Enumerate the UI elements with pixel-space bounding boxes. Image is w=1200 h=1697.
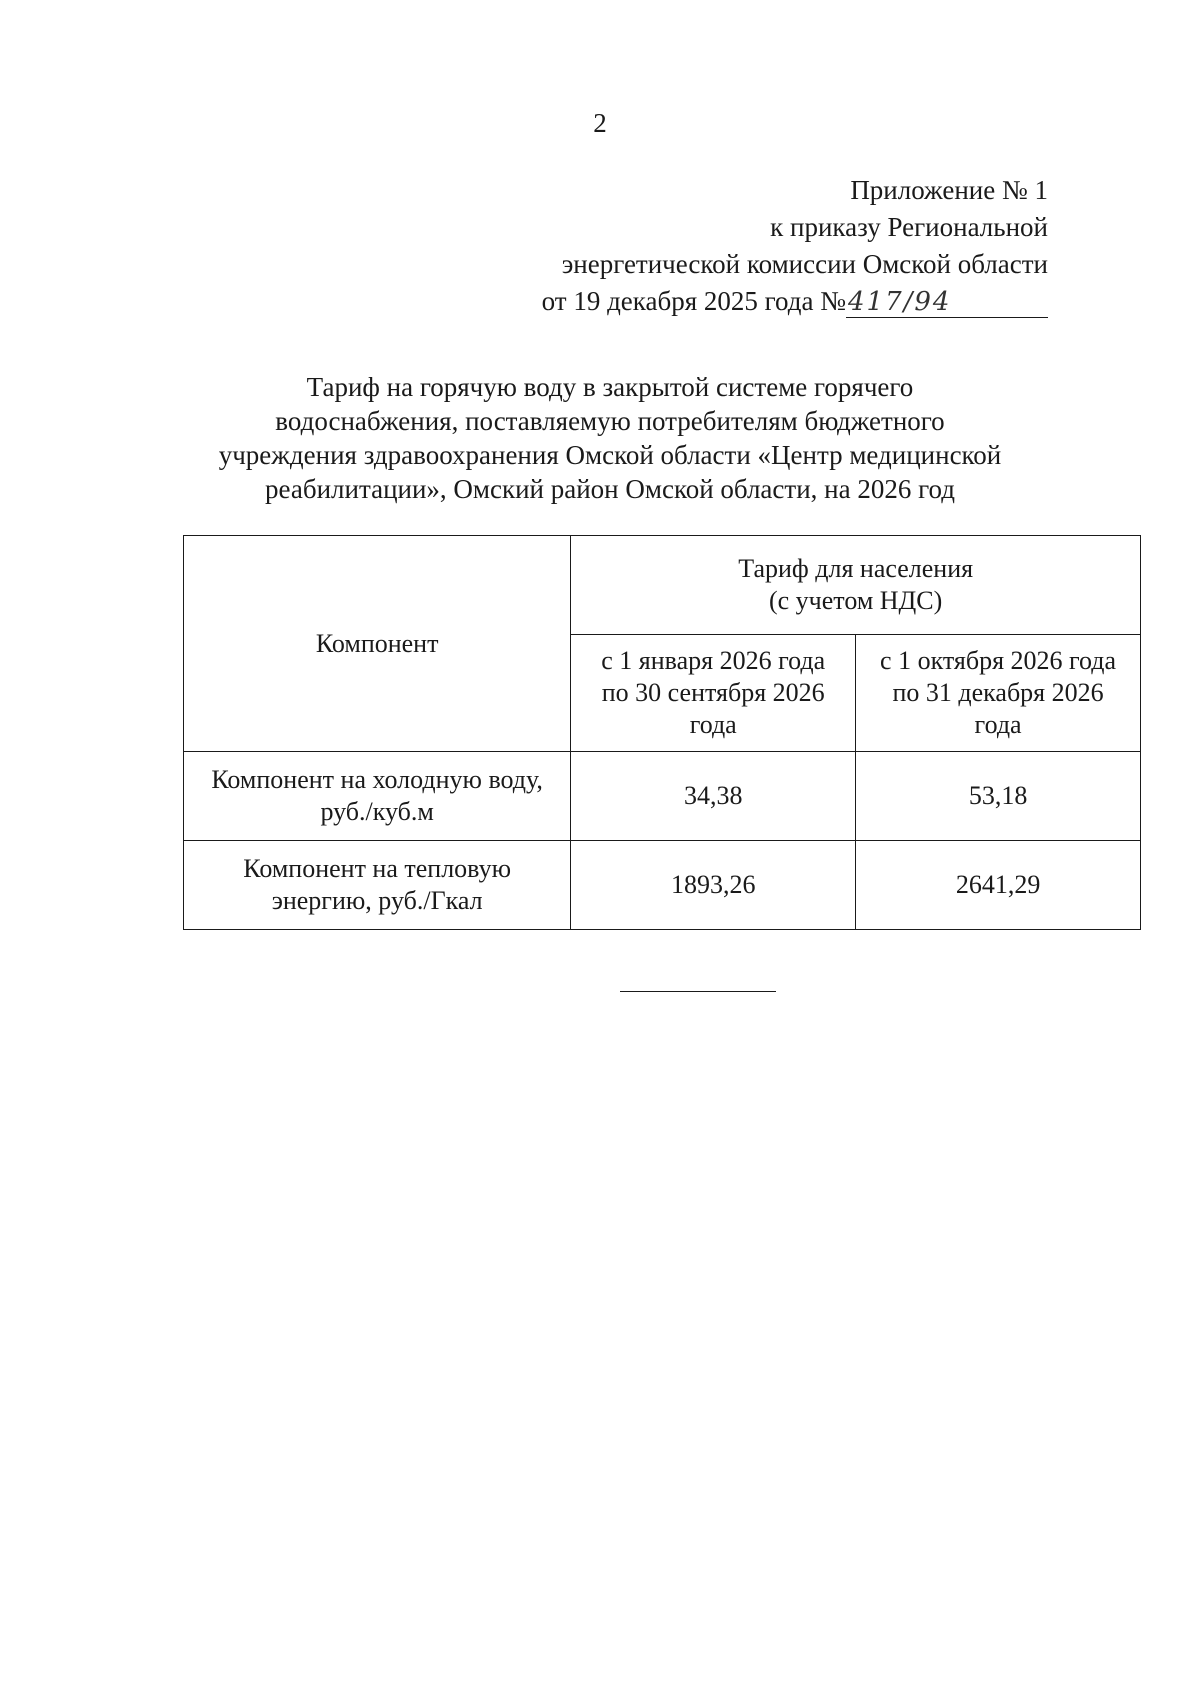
header-tariff: Тариф для населения (с учетом НДС): [571, 536, 1141, 635]
title-line: водоснабжения, поставляемую потребителям бюджетного: [275, 406, 945, 436]
appendix-line-1: Приложение № 1: [850, 175, 1048, 205]
table-row: [184, 841, 1141, 930]
header-period-2: с 1 октября 2026 года по 31 декабря 2026 года: [856, 635, 1141, 752]
order-date: от 19 декабря 2025 года №: [541, 286, 846, 316]
table-row: [184, 752, 1141, 841]
page-number: 2: [593, 108, 607, 138]
table-header-row: [184, 536, 1141, 635]
row-component-name: Компонент на холодную воду, руб./куб.м: [184, 752, 571, 841]
document-title: [180, 370, 1040, 506]
row-value-period-2: 53,18: [856, 752, 1141, 841]
row-value-period-1: 1893,26: [571, 841, 856, 930]
title-line: учреждения здравоохранения Омской области «Центр медицинской: [218, 440, 1002, 470]
row-value-period-2: 2641,29: [856, 841, 1141, 930]
title-line: реабилитации», Омский район Омской области, на 2026 год: [265, 474, 955, 504]
tariff-table: [183, 535, 1141, 930]
end-divider: [620, 991, 776, 992]
appendix-line-3: энергетической комиссии Омской области: [561, 249, 1048, 279]
appendix-header: [488, 172, 1048, 320]
row-component-name: Компонент на тепловую энергию, руб./Гкал: [184, 841, 571, 930]
order-number-handwritten: 417/94: [846, 287, 1048, 318]
title-line: Тариф на горячую воду в закрытой системе горячего: [306, 372, 914, 402]
row-value-period-1: 34,38: [571, 752, 856, 841]
header-period-1: с 1 января 2026 года по 30 сентября 2026 года: [571, 635, 856, 752]
appendix-line-2: к приказу Региональной: [770, 212, 1048, 242]
order-line: [488, 283, 1048, 320]
header-component: Компонент: [184, 536, 571, 752]
